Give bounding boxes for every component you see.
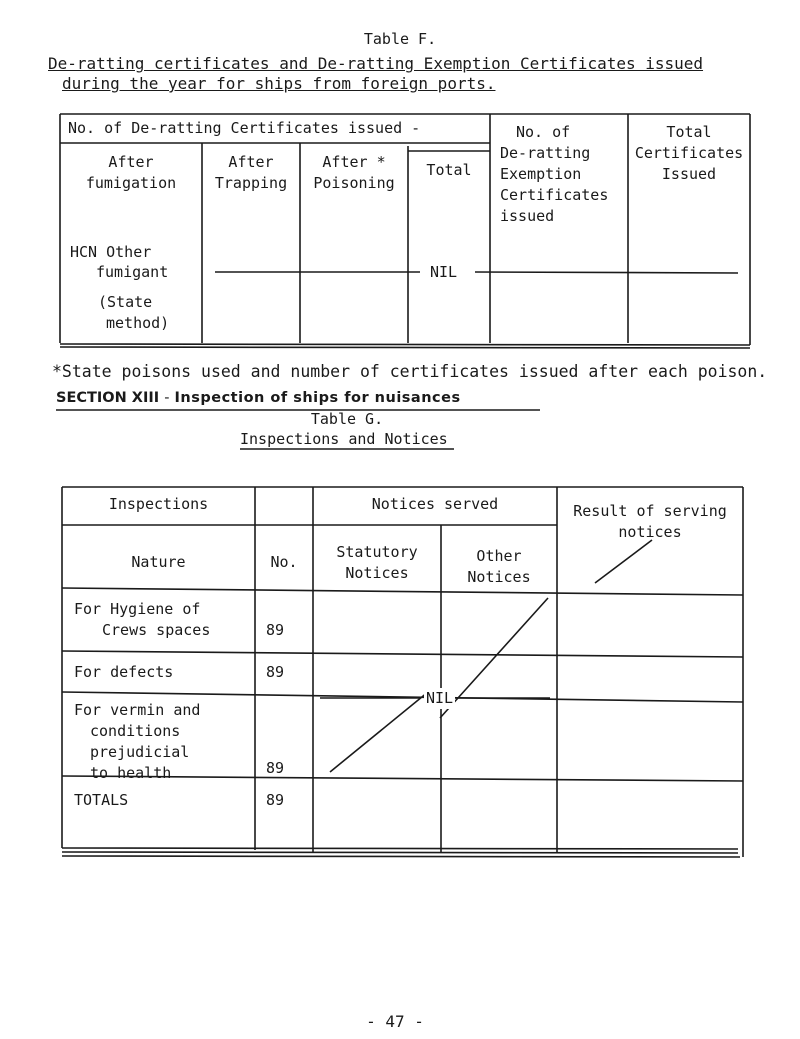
section-dash: - bbox=[164, 390, 170, 406]
header-statutory-notices: Statutory Notices bbox=[336, 543, 418, 582]
col-total: Total bbox=[426, 161, 472, 179]
row-count: 89 bbox=[266, 759, 285, 777]
state-method-label: (State method) bbox=[98, 293, 170, 332]
col-exemption-certificates-body: De-ratting Exemption Certificates issued bbox=[500, 144, 609, 225]
table-row-totals: TOTALS bbox=[74, 791, 129, 809]
table-f-nil: NIL bbox=[426, 262, 461, 283]
table-row: For vermin and conditions prejudicial to health bbox=[74, 701, 201, 782]
table-row: For Hygiene of Crews spaces bbox=[74, 600, 211, 639]
col-after-poisoning: After * Poisoning bbox=[313, 153, 395, 192]
table-row: For defects bbox=[74, 663, 174, 681]
col-total-certificates: Total Certificates Issued bbox=[634, 123, 744, 183]
section-title: Inspection of ships for nuisances bbox=[174, 390, 461, 406]
header-inspections: Inspections bbox=[108, 495, 209, 513]
de-ratting-group-header: No. of De-ratting Certificates issued - bbox=[68, 119, 421, 137]
table-g-title: Table G. bbox=[310, 410, 384, 428]
header-result: Result of serving notices bbox=[573, 502, 727, 541]
table-f-heading-line2: during the year for ships from foreign ports. bbox=[62, 74, 496, 93]
header-notices-served: Notices served bbox=[371, 495, 499, 513]
footnote: *State poisons used and number of certificates issued after each poison. bbox=[52, 362, 768, 381]
header-no: No. bbox=[270, 553, 298, 571]
hcn-other-label: HCN Other bbox=[70, 243, 152, 261]
table-f-title: Table F. bbox=[363, 30, 437, 48]
table-f-heading-line1: De-ratting certificates and De-ratting Exemption Certificates issued bbox=[48, 54, 704, 73]
row-count: 89 bbox=[266, 621, 285, 639]
header-other-notices: Other Notices bbox=[467, 547, 531, 586]
fumigant-label: fumigant bbox=[96, 263, 169, 281]
page-number: - 47 - bbox=[366, 1012, 424, 1031]
col-after-fumigation: After fumigation bbox=[85, 153, 177, 192]
section-heading bbox=[56, 390, 461, 406]
row-count: 89 bbox=[266, 663, 285, 681]
section-label: SECTION XIII bbox=[56, 390, 160, 406]
col-exemption-certificates: No. of bbox=[516, 123, 571, 141]
row-count: 89 bbox=[266, 791, 285, 809]
table-g-nil: NIL bbox=[426, 689, 454, 707]
header-nature: Nature bbox=[131, 553, 186, 571]
col-after-trapping: After Trapping bbox=[214, 153, 288, 192]
table-g-subtitle: Inspections and Notices bbox=[240, 430, 448, 448]
